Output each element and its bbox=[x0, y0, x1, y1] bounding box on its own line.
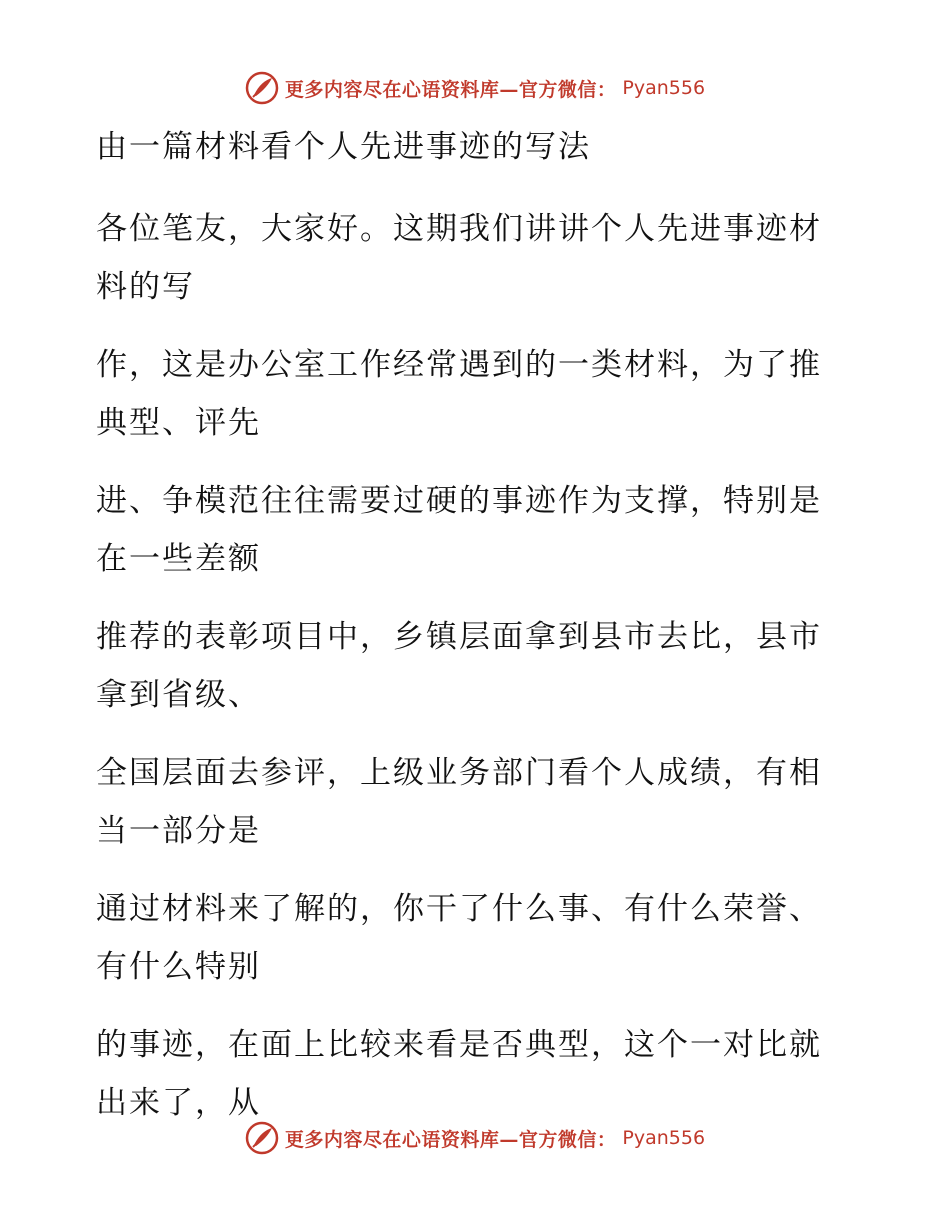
header-wechat-id: Pyan556 bbox=[622, 77, 706, 99]
quill-logo-icon bbox=[245, 1121, 279, 1155]
footer-banner-text: 更多内容尽在心语资料库—官方微信： bbox=[284, 1128, 617, 1151]
footer-wechat-id: Pyan556 bbox=[622, 1127, 706, 1149]
paragraph: 全国层面去参评，上级业务部门看个人成绩，有相当一部分是 bbox=[96, 755, 822, 849]
document-body bbox=[96, 118, 836, 1132]
paragraph: 作，这是办公室工作经常遇到的一类材料，为了推典型、评先 bbox=[96, 347, 822, 441]
paragraph: 的事迹，在面上比较来看是否典型，这个一对比就出来了，从 bbox=[96, 1027, 822, 1121]
header-banner-content bbox=[245, 71, 705, 105]
header-banner bbox=[0, 68, 950, 108]
paragraph: 推荐的表彰项目中，乡镇层面拿到县市去比，县市拿到省级、 bbox=[96, 619, 822, 713]
header-banner-text: 更多内容尽在心语资料库—官方微信： bbox=[284, 78, 617, 101]
paragraph: 通过材料来了解的，你干了什么事、有什么荣誉、有什么特别 bbox=[96, 891, 822, 985]
paragraph: 各位笔友，大家好。这期我们讲讲个人先进事迹材料的写 bbox=[96, 211, 822, 305]
footer-banner bbox=[0, 1118, 950, 1158]
document-title: 由一篇材料看个人先进事迹的写法 bbox=[96, 129, 591, 165]
paragraph: 进、争模范往往需要过硬的事迹作为支撑，特别是在一些差额 bbox=[96, 483, 822, 577]
quill-logo-icon bbox=[245, 71, 279, 105]
footer-banner-content bbox=[245, 1121, 705, 1155]
